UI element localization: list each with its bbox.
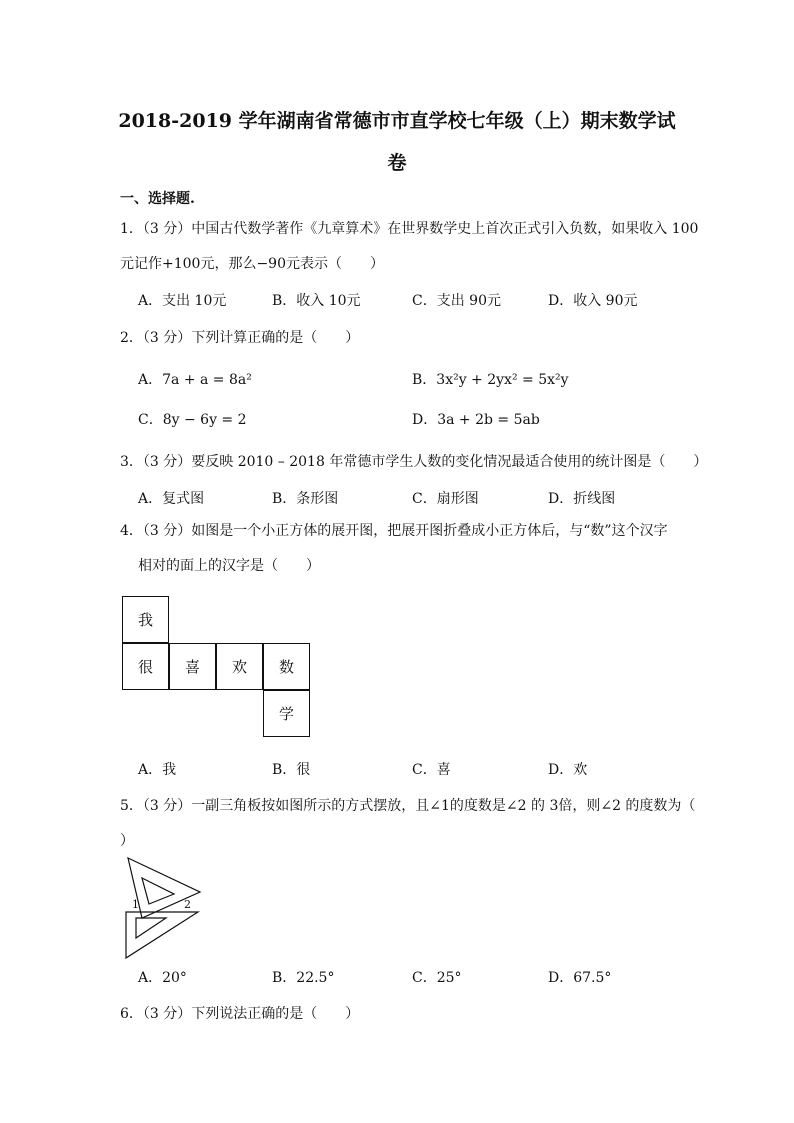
triangle-rulers-figure: [118, 852, 208, 962]
q3-option-a: A．复式图: [138, 491, 205, 507]
document-title-line1: 2018-2019 学年湖南省常德市市直学校七年级（上）期末数学试: [118, 110, 676, 132]
q3-stem: 3．（3 分）要反映 2010 – 2018 年常德市学生人数的变化情况最适合使用的统计图是（ ）: [120, 454, 708, 470]
q2-option-a: A．7a + a = 8a²: [138, 372, 252, 388]
q3-option-d: D．折线图: [548, 491, 616, 507]
q5-option-c: C．25°: [412, 970, 462, 986]
q5-option-b: B．22.5°: [272, 970, 335, 986]
q4-option-d: D．欢: [548, 762, 588, 778]
q4-stem-line2: 相对的面上的汉字是（ ）: [138, 558, 320, 574]
q2-option-b: B．3x²y + 2yx² = 5x²y: [412, 372, 569, 388]
q1-stem-line1: 1．（3 分）中国古代数学著作《九章算术》在世界数学史上首次正式引入负数，如果收入 100: [120, 221, 699, 237]
q6-stem: 6．（3 分）下列说法正确的是（ ）: [120, 1006, 360, 1022]
q4-option-a: A．我: [138, 762, 177, 778]
q4-option-b: B．很: [272, 762, 311, 778]
angle-label-1: 1: [132, 898, 139, 911]
q3-option-b: B．条形图: [272, 491, 339, 507]
q1-stem-line2: 元记作+100元，那么−90元表示（ ）: [120, 256, 384, 272]
q5-stem-line1: 5．（3 分）一副三角板按如图所示的方式摆放，且∠1的度数是∠2 的 3倍，则∠2 的度数为（: [120, 798, 696, 814]
net-cell-huan: 欢: [216, 643, 263, 690]
q2-option-d: D．3a + 2b = 5ab: [412, 412, 540, 428]
q2-stem: 2．（3 分）下列计算正确的是（ ）: [120, 330, 360, 346]
net-cell-xue: 学: [263, 690, 310, 737]
q4-stem-line1: 4．（3 分）如图是一个小正方体的展开图，把展开图折叠成小正方体后，与“数”这个汉字: [120, 523, 668, 539]
q1-option-c: C．支出 90元: [412, 293, 501, 309]
q1-option-b: B．收入 10元: [272, 293, 361, 309]
angle-label-2: 2: [184, 898, 191, 911]
q3-option-c: C．扇形图: [412, 491, 479, 507]
section-heading-choice: 一、选择题.: [120, 191, 195, 207]
q1-option-a: A．支出 10元: [138, 293, 227, 309]
q4-option-c: C．喜: [412, 762, 451, 778]
net-cell-hen: 很: [122, 643, 169, 690]
document-title-line2: 卷: [387, 152, 407, 174]
q5-option-a: A．20°: [138, 970, 187, 986]
q2-option-c: C．8y − 6y = 2: [138, 412, 247, 428]
q5-option-d: D．67.5°: [548, 970, 612, 986]
q1-option-d: D．收入 90元: [548, 293, 638, 309]
net-cell-wo: 我: [122, 596, 169, 643]
q5-stem-line2: ）: [120, 833, 134, 849]
net-cell-xi: 喜: [169, 643, 216, 690]
net-cell-shu: 数: [263, 643, 310, 690]
